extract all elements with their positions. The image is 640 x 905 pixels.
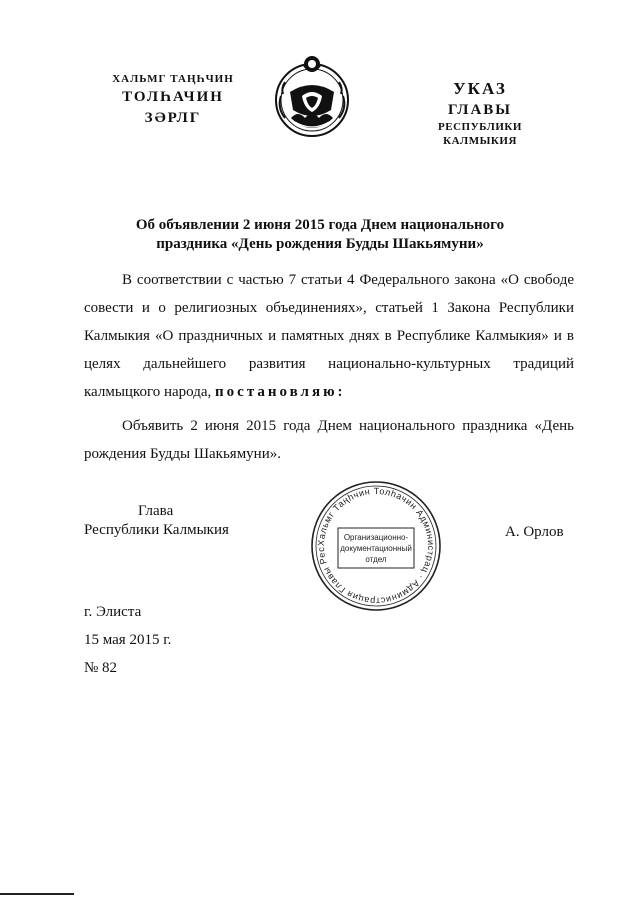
footer-date: 15 мая 2015 г. (84, 632, 172, 648)
decree-title-line-1: Об объявлении 2 июня 2015 года Днем национального (135, 217, 505, 233)
header-right-russian (400, 78, 560, 148)
coat-of-arms-emblem-icon (273, 52, 351, 142)
official-stamp (308, 478, 444, 614)
header-right-line-2: ГЛАВЫ (447, 102, 513, 118)
decree-title-line-2: праздника «День рождения Будды Шакьямуни» (156, 236, 484, 252)
body-paragraph-2: Объявить 2 июня 2015 года Днем национального праздника «День рождения Будды Шакьямуни». (84, 418, 574, 462)
footer-city: г. Элиста (84, 604, 142, 620)
header-left-line-3: ЗӘРЛГ (144, 110, 202, 126)
decree-title (130, 216, 510, 254)
signatory-title-line-1: Глава (138, 503, 174, 519)
header-right-line-3: РЕСПУБЛИКИ КАЛМЫКИЯ (438, 121, 522, 147)
body-paragraph-1 (84, 266, 574, 406)
body-paragraph-1-text: В соответствии с частью 7 статьи 4 Федерального закона «О свободе совести и о религиозных объединениях», статьей 1 Закона Республики Калмыкия «О праздничных и памятных днях в Республике Калмыкия» и в целях дальнейшего развития национально-культурных традиций калмыцкого народа, (84, 272, 574, 400)
signatory-name: А. Орлов (505, 524, 564, 540)
footer-number: № 82 (84, 660, 118, 676)
header-right-line-1: УКАЗ (453, 79, 507, 98)
decree-footer (84, 598, 171, 682)
stamp-ring-text: Хальмг Таңһчин Толһачин Администрац · Администрация Главы Рес (315, 485, 437, 607)
signatory-title-line-2: Республики Калмыкия (84, 522, 229, 538)
header-left-kalmyk (108, 72, 238, 128)
decree-word: постановляю: (215, 384, 346, 400)
stamp-center-line-3: отдел (365, 555, 387, 564)
stamp-center-line-1: Организационно- (343, 533, 409, 542)
decree-body (84, 266, 574, 468)
stamp-center-line-2: документационный (340, 544, 412, 553)
header-left-line-2: ТОЛҺАЧИН (122, 89, 224, 105)
signatory-title (84, 502, 244, 540)
header-left-line-1: ХАЛЬМГ ТАҢҺЧИН (112, 73, 234, 85)
scan-edge-line (0, 893, 74, 895)
